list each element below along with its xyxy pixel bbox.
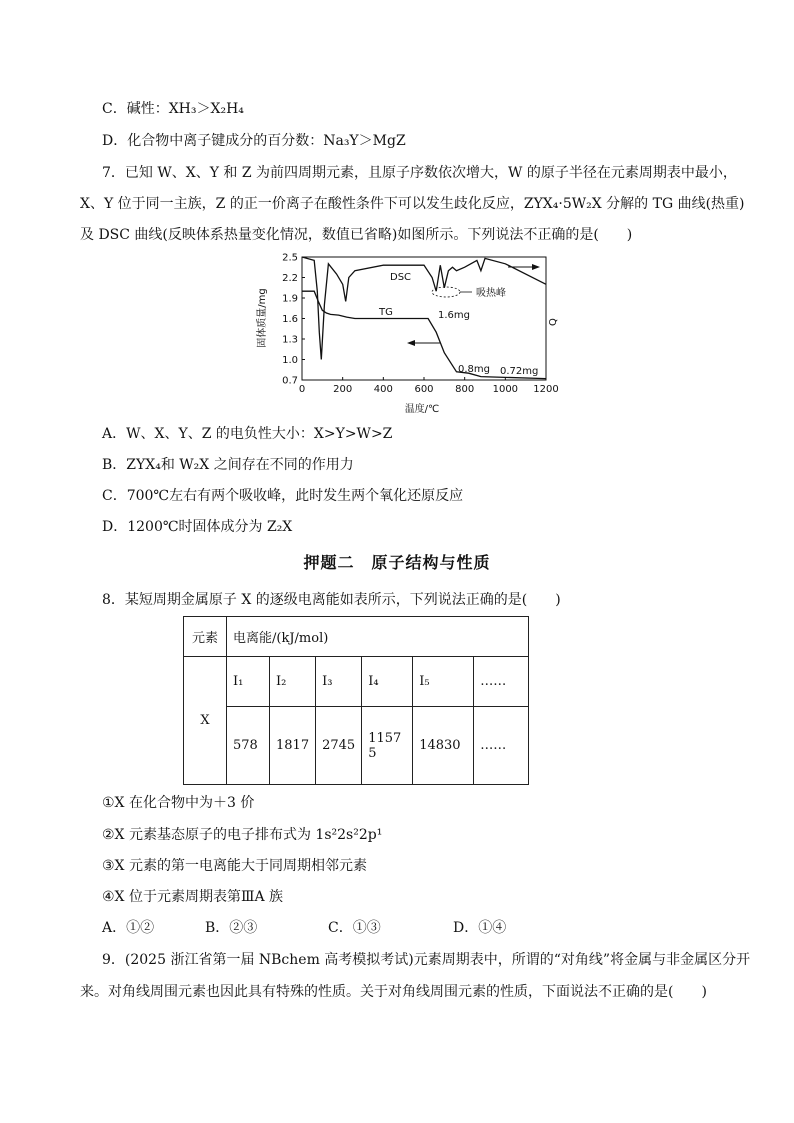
- option-d-q6: D．化合物中离子键成分的百分数：Na₃Y＞MgZ: [102, 133, 406, 149]
- x-tick-label: 400: [373, 384, 393, 395]
- q7-option-c: C．700℃左右有两个吸收峰，此时发生两个氧化还原反应: [102, 488, 464, 504]
- q7-option-b: B．ZYX₄和 W₂X 之间存在不同的作用力: [102, 457, 354, 473]
- table-value-i2: 1817: [270, 707, 316, 785]
- table-sub-i4: I₄: [362, 657, 413, 707]
- y-tick-label: 1.9: [282, 293, 298, 305]
- tg-direction-arrow: [407, 340, 440, 346]
- x-axis-label: 温度/℃: [404, 404, 440, 415]
- q8-choice-b: B．②③: [205, 920, 258, 936]
- y-axis-label: 固体质量/mg: [257, 288, 268, 348]
- y-tick-label: 1.0: [282, 355, 298, 366]
- table-value-more: ……: [474, 707, 529, 785]
- table-header-element: 元素: [184, 617, 227, 657]
- y-tick-label: 1.6: [282, 314, 298, 325]
- q8-choice-a: A．①②: [102, 920, 155, 936]
- dsc-label: DSC: [390, 272, 412, 283]
- q8-statement-2: ②X 元素基态原子的电子排布式为 1s²2s²2p¹: [102, 827, 383, 843]
- q7-stem-line3: 及 DSC 曲线(反映体系热量变化情况，数值已省略)如图所示。下列说法不正确的是( ): [80, 227, 633, 243]
- q8-choice-d: D．①④: [453, 920, 507, 936]
- table-sub-i3: I₃: [316, 657, 362, 707]
- x-tick-label: 1200: [533, 384, 559, 395]
- endothermic-peak-label: 吸热峰: [476, 288, 506, 299]
- x-tick-label: 200: [333, 384, 353, 395]
- y-tick-label: 0.7: [282, 375, 298, 387]
- endothermic-peak-circle: [432, 287, 460, 297]
- y-tick-label: 1.3: [282, 334, 298, 346]
- tg-label: TG: [379, 307, 393, 318]
- table-value-i5: 14830: [413, 707, 474, 785]
- table-element-x: X: [184, 657, 227, 785]
- table-sub-more: ……: [474, 657, 529, 707]
- x-tick-label: 0: [298, 384, 306, 395]
- dsc-series-line: [302, 257, 546, 360]
- q9-stem-line2: 来。对角线周围元素也因此具有特殊的性质。关于对角线周围元素的性质，下面说法不正确的是( ): [80, 984, 707, 1000]
- option-c-q6: C．碱性：XH₃＞X₂H₄: [102, 101, 244, 117]
- q8-statement-3: ③X 元素的第一电离能大于同周期相邻元素: [102, 858, 367, 874]
- q7-option-d: D．1200℃时固体成分为 Z₂X: [102, 519, 293, 535]
- section-title: 押题二 原子结构与性质: [303, 553, 491, 572]
- mass-label-3: 0.72mg: [500, 366, 539, 377]
- y-tick-label: 2.2: [282, 273, 298, 284]
- q7-stem-line1: 7．已知 W、X、Y 和 Z 为前四周期元素，且原子序数依次增大，W 的原子半径在元素周期表中最小，: [102, 165, 737, 181]
- y-tick-label: 2.5: [282, 252, 298, 264]
- dsc-direction-arrow: [508, 264, 540, 270]
- table-sub-i2: I₂: [270, 657, 316, 707]
- x-tick-label: 600: [414, 384, 434, 395]
- q9-stem-line1: 9．(2025 浙江省第一届 NBchem 高考模拟考试)元素周期表中，所谓的“对角线”将金属与非金属区分开: [102, 952, 751, 968]
- table-sub-i5: I₅: [413, 657, 474, 707]
- mass-label-1: 1.6mg: [438, 310, 470, 321]
- q8-statement-4: ④X 位于元素周期表第ⅢA 族: [102, 889, 284, 905]
- q7-stem-line2: X、Y 位于同一主族，Z 的正一价离子在酸性条件下可以发生歧化反应，ZYX₄·5W₂X 分解的 TG 曲线(热重): [80, 196, 745, 212]
- q-axis-label: Q: [548, 318, 559, 326]
- table-value-i4: 11575: [362, 707, 413, 785]
- x-tick-label: 1000: [492, 384, 519, 395]
- q8-statement-1: ①X 在化合物中为＋3 价: [102, 795, 255, 811]
- table-sub-i1: I₁: [227, 657, 270, 707]
- table-value-i3: 2745: [316, 707, 362, 785]
- q8-stem: 8．某短周期金属原子 X 的逐级电离能如表所示，下列说法正确的是( ): [102, 592, 561, 608]
- table-value-i1: 578: [227, 707, 270, 785]
- q7-option-a: A．W、X、Y、Z 的电负性大小：X>Y>W>Z: [102, 426, 393, 442]
- tg-dsc-chart: [250, 250, 560, 415]
- ionization-energy-table: [183, 616, 529, 785]
- mass-label-2: 0.8mg: [458, 364, 490, 375]
- x-tick-label: 800: [455, 384, 475, 395]
- table-header-energy: 电离能/(kJ/mol): [227, 617, 529, 657]
- q8-choice-c: C．①③: [328, 920, 381, 936]
